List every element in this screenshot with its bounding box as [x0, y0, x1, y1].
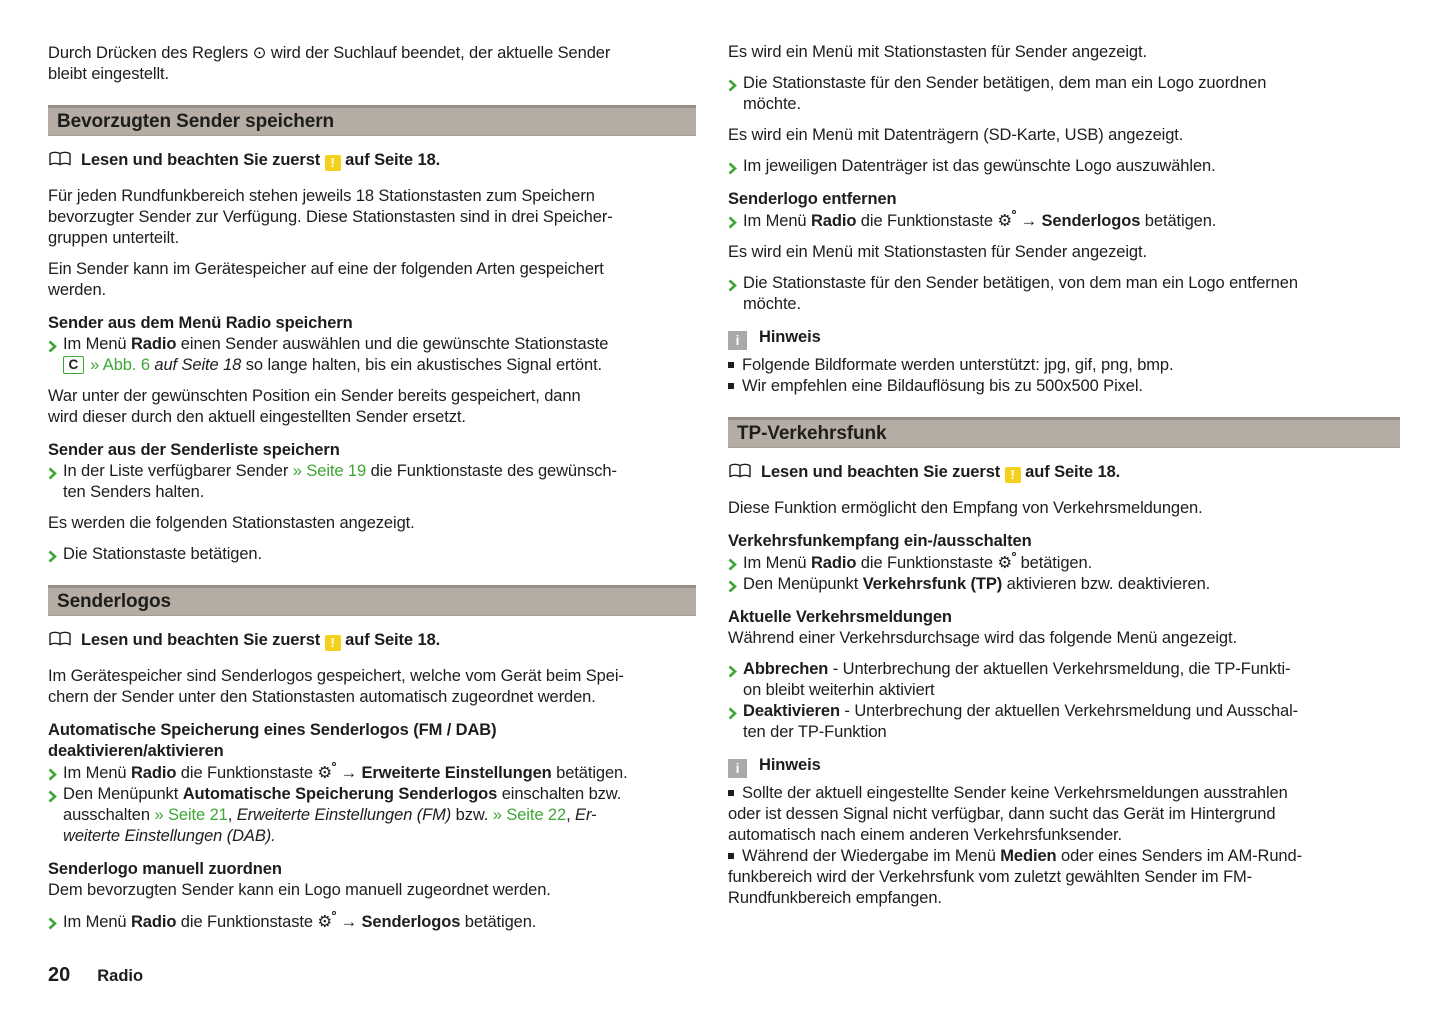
- page-number: 20: [48, 964, 71, 986]
- paragraph: [48, 666, 696, 708]
- text-run: Medien: [1000, 847, 1057, 865]
- text-run: auf Seite 18: [154, 356, 242, 374]
- cross-reference-link[interactable]: » Seite 21: [154, 806, 228, 824]
- step-text: [63, 462, 617, 501]
- instruction-step: [728, 552, 1400, 574]
- text-run: Lesen und beachten Sie zuerst: [81, 151, 325, 169]
- text-run: die Funktionstaste: [176, 764, 318, 782]
- note-heading: [728, 327, 1400, 350]
- warning-icon: !: [325, 631, 341, 649]
- paragraph: [728, 628, 1400, 649]
- text-run: die Funktionstaste: [856, 212, 998, 230]
- right-column: [728, 42, 1400, 933]
- text-run: ten der TP-Funktion: [743, 723, 887, 741]
- gear-icon: ⚙: [317, 764, 336, 782]
- text-run: Aktuelle Verkehrsmeldungen: [728, 608, 952, 626]
- text-run: Abbrechen: [743, 660, 829, 678]
- step-chevron-icon: [48, 766, 57, 779]
- step-text: [63, 913, 536, 931]
- paragraph: [728, 42, 1400, 63]
- text-run: Senderlogos: [1041, 212, 1141, 230]
- note-bullet: [728, 376, 1400, 397]
- text-run: bleibt eingestellt.: [48, 65, 170, 83]
- read-first-note: [728, 462, 1400, 483]
- text-run: bevorzugter Sender zur Verfügung. Diese Stationstasten sind in drei Speicher-: [48, 208, 613, 226]
- step-text: [743, 554, 1092, 572]
- text-run: einschalten bzw.: [497, 785, 622, 803]
- read-first-note: [48, 150, 696, 171]
- cross-reference-link[interactable]: » Abb. 6: [90, 356, 150, 374]
- text-run: Rundfunkbereich empfangen.: [728, 889, 942, 907]
- gear-icon: ⚙: [997, 212, 1016, 230]
- step-text: [743, 575, 1210, 593]
- subsection-title: [48, 720, 696, 762]
- step-chevron-icon: [728, 578, 737, 591]
- text-run: Folgende Bildformate werden unterstützt: jpg, gif, png, bmp.: [742, 356, 1174, 374]
- text-run: Automatische Speicherung eines Senderlogos (FM / DAB): [48, 721, 497, 739]
- step-chevron-icon: [48, 548, 57, 561]
- bullet-square-icon: [728, 383, 734, 389]
- text-run: gruppen unterteilt.: [48, 229, 180, 247]
- note-bullet: [728, 846, 1400, 909]
- instruction-step: [48, 911, 696, 933]
- text-run: chern der Sender unter den Stationstasten automatisch zugeordnet werden.: [48, 688, 596, 706]
- text-run: Sender aus dem Menü Radio speichern: [48, 314, 353, 332]
- text-run: Den Menüpunkt: [743, 575, 863, 593]
- text-run: Es wird ein Menü mit Datenträgern (SD-Karte, USB) angezeigt.: [728, 126, 1184, 144]
- instruction-step: [728, 574, 1400, 595]
- book-icon: [48, 151, 81, 169]
- text-run: Radio: [130, 764, 177, 782]
- text-run: möchte.: [743, 295, 801, 313]
- step-text: [63, 785, 621, 845]
- left-column: [48, 42, 696, 933]
- instruction-step: [48, 544, 696, 565]
- paragraph: [48, 42, 696, 85]
- two-column-layout: [48, 42, 1400, 933]
- step-chevron-icon: [728, 214, 737, 227]
- text-run: Im Menü: [743, 554, 811, 572]
- text-run: In der Liste verfügbarer Sender: [63, 462, 293, 480]
- instruction-step: [48, 334, 696, 376]
- paragraph: [48, 880, 696, 901]
- step-text: [743, 660, 1290, 699]
- step-chevron-icon: [48, 465, 57, 478]
- text-run: →: [1016, 212, 1042, 230]
- text-run: Radio: [130, 335, 177, 353]
- cross-reference-link[interactable]: » Seite 19: [292, 462, 367, 480]
- text-run: Diese Funktion ermöglicht den Empfang von Verkehrsmeldungen.: [728, 499, 1203, 517]
- text-run: Während einer Verkehrsdurchsage wird das folgende Menü angezeigt.: [728, 629, 1237, 647]
- subsection-title: [728, 531, 1400, 552]
- text-run: - Unterbrechung der aktuellen Verkehrsmeldung und Ausschal-: [839, 702, 1299, 720]
- subsection-title: [728, 607, 1400, 628]
- book-icon: [48, 631, 81, 649]
- instruction-step: [48, 461, 696, 503]
- text-run: Die Stationstaste betätigen.: [63, 545, 262, 563]
- section-header: [48, 105, 696, 136]
- note-heading: [728, 755, 1400, 778]
- step-chevron-icon: [728, 77, 737, 90]
- text-run: wird der Suchlauf beendet, der aktuelle Sender: [266, 44, 611, 62]
- text-run: Lesen und beachten Sie zuerst: [81, 631, 325, 649]
- text-run: War unter der gewünschten Position ein Sender bereits gespeichert, dann: [48, 387, 581, 405]
- text-run: Es wird ein Menü mit Stationstasten für Sender angezeigt.: [728, 243, 1147, 261]
- text-run: Radio: [810, 554, 857, 572]
- section-header-title: Senderlogos: [57, 591, 171, 612]
- text-run: Im Menü: [63, 913, 131, 931]
- bullet-square-icon: [728, 362, 734, 368]
- paragraph: [728, 242, 1400, 263]
- text-run: Sender aus der Senderliste speichern: [48, 441, 340, 459]
- subsection-title: [48, 859, 696, 880]
- note-heading-label: Hinweis: [759, 328, 821, 346]
- text-run: betätigen.: [1016, 554, 1093, 572]
- paragraph: [48, 386, 696, 428]
- subsection-title: [48, 440, 696, 461]
- text-run: wird dieser durch den aktuell eingestellten Sender ersetzt.: [48, 408, 466, 426]
- instruction-step: [728, 273, 1400, 315]
- instruction-step: [728, 210, 1400, 232]
- text-run: →: [336, 913, 362, 931]
- step-text: [63, 335, 608, 374]
- text-run: ten Senders halten.: [63, 483, 205, 501]
- section-header: [728, 417, 1400, 448]
- step-chevron-icon: [728, 277, 737, 290]
- text-run: Erweiterte Einstellungen (FM): [236, 806, 452, 824]
- text-run: Verkehrsfunk (TP): [862, 575, 1003, 593]
- text-run: Ein Sender kann im Gerätespeicher auf eine der folgenden Arten gespeichert: [48, 260, 604, 278]
- step-text: [63, 545, 262, 563]
- text-run: Im Menü: [63, 335, 131, 353]
- text-run: werden.: [48, 281, 107, 299]
- text-run: Senderlogo manuell zuordnen: [48, 860, 282, 878]
- text-run: Sollte der aktuell eingestellte Sender keine Verkehrsmeldungen ausstrahlen: [742, 784, 1288, 802]
- knob-icon: ⊙: [252, 43, 267, 62]
- text-run: die Funktionstaste: [856, 554, 998, 572]
- step-chevron-icon: [48, 788, 57, 801]
- text-run: die Funktionstaste des gewünsch-: [366, 462, 617, 480]
- step-text: [743, 157, 1216, 175]
- text-run: Im jeweiligen Datenträger ist das gewünschte Logo auszuwählen.: [743, 157, 1216, 175]
- text-run: Im Menü: [743, 212, 811, 230]
- text-run: funkbereich wird der Verkehrsfunk vom zuletzt gewählten Sender im FM-: [728, 868, 1253, 886]
- page-footer: [48, 964, 143, 987]
- step-chevron-icon: [48, 915, 57, 928]
- paragraph: [728, 125, 1400, 146]
- step-chevron-icon: [728, 705, 737, 718]
- text-run: Radio: [810, 212, 857, 230]
- step-text: [743, 274, 1298, 313]
- text-run: - Unterbrechung der aktuellen Verkehrsmeldung, die TP-Funkti-: [828, 660, 1291, 678]
- text-run: Senderlogo entfernen: [728, 190, 897, 208]
- text-run: Radio: [130, 913, 177, 931]
- instruction-step: [728, 659, 1400, 701]
- bullet-square-icon: [728, 853, 734, 859]
- text-run: oder eines Senders im AM-Rund-: [1056, 847, 1302, 865]
- subsection-title: [728, 189, 1400, 210]
- text-run: ,: [566, 806, 576, 824]
- step-text: [743, 702, 1298, 741]
- warning-icon: !: [325, 151, 341, 169]
- text-run: Lesen und beachten Sie zuerst: [761, 463, 1005, 481]
- text-run: deaktivieren/aktivieren: [48, 742, 224, 760]
- step-chevron-icon: [728, 160, 737, 173]
- text-run: betätigen.: [1140, 212, 1217, 230]
- note-heading-label: Hinweis: [759, 756, 821, 774]
- gear-icon: ⚙: [317, 913, 336, 931]
- step-chevron-icon: [728, 556, 737, 569]
- text-run: auf Seite 18.: [1020, 463, 1121, 481]
- text-run: Im Menü: [63, 764, 131, 782]
- text-run: Die Stationstaste für den Sender betätigen, von dem man ein Logo entfernen: [743, 274, 1298, 292]
- read-first-note: [48, 630, 696, 651]
- text-run: Es werden die folgenden Stationstasten angezeigt.: [48, 514, 415, 532]
- subsection-title: [48, 313, 696, 334]
- step-chevron-icon: [728, 663, 737, 676]
- text-run: Im Gerätespeicher sind Senderlogos gespeichert, welche vom Gerät beim Spei-: [48, 667, 624, 685]
- text-run: Senderlogos: [361, 913, 461, 931]
- note-bullet: [728, 355, 1400, 376]
- step-text: [63, 764, 628, 782]
- warning-icon: !: [1005, 463, 1021, 481]
- text-run: Dem bevorzugten Sender kann ein Logo manuell zugeordnet werden.: [48, 881, 551, 899]
- section-header-title: Bevorzugten Sender speichern: [57, 111, 334, 132]
- text-run: möchte.: [743, 95, 801, 113]
- step-text: [743, 74, 1266, 113]
- paragraph: [48, 513, 696, 534]
- text-run: automatisch nach einem anderen Verkehrsfunksender.: [728, 826, 1122, 844]
- text-run: Erweiterte Einstellungen: [361, 764, 552, 782]
- section-header-title: TP-Verkehrsfunk: [737, 423, 887, 444]
- text-run: aktivieren bzw. deaktivieren.: [1002, 575, 1211, 593]
- instruction-step: [728, 156, 1400, 177]
- text-run: Für jeden Rundfunkbereich stehen jeweils 18 Stationstasten zum Speichern: [48, 187, 595, 205]
- text-run: Automatische Speicherung Senderlogos: [182, 785, 498, 803]
- gear-icon: ⚙: [997, 554, 1016, 572]
- text-run: die Funktionstaste: [176, 913, 318, 931]
- text-run: einen Sender auswählen und die gewünschte Stationstaste: [176, 335, 609, 353]
- note-bullet: [728, 783, 1400, 846]
- text-run: Verkehrsfunkempfang ein-/ausschalten: [728, 532, 1032, 550]
- text-run: Es wird ein Menü mit Stationstasten für Sender angezeigt.: [728, 43, 1147, 61]
- paragraph: [48, 186, 696, 249]
- info-icon: i: [728, 756, 759, 774]
- text-run: oder ist dessen Signal nicht verfügbar, dann sucht das Gerät im Hintergrund: [728, 805, 1276, 823]
- footer-section-label: Radio: [97, 967, 144, 985]
- text-run: betätigen.: [460, 913, 537, 931]
- info-icon: i: [728, 328, 759, 346]
- text-run: bzw.: [451, 806, 493, 824]
- text-run: Durch Drücken des Reglers: [48, 44, 253, 62]
- text-run: Er-: [575, 806, 597, 824]
- function-key-c: C: [63, 356, 84, 374]
- paragraph: [728, 498, 1400, 519]
- instruction-step: [48, 762, 696, 784]
- cross-reference-link[interactable]: » Seite 22: [492, 806, 567, 824]
- text-run: ausschalten: [63, 806, 155, 824]
- text-run: Die Stationstaste für den Sender betätigen, dem man ein Logo zuordnen: [743, 74, 1267, 92]
- instruction-step: [728, 701, 1400, 743]
- step-text: [743, 212, 1216, 230]
- text-run: weiterte Einstellungen (DAB).: [63, 827, 276, 845]
- text-run: auf Seite 18.: [340, 151, 441, 169]
- text-run: Deaktivieren: [743, 702, 840, 720]
- text-run: auf Seite 18.: [340, 631, 441, 649]
- text-run: →: [336, 764, 362, 782]
- text-run: Während der Wiedergabe im Menü: [742, 847, 1001, 865]
- bullet-square-icon: [728, 790, 734, 796]
- instruction-step: [48, 784, 696, 847]
- step-chevron-icon: [48, 338, 57, 351]
- text-run: Den Menüpunkt: [63, 785, 183, 803]
- section-header: [48, 585, 696, 616]
- text-run: Wir empfehlen eine Bildauflösung bis zu 500x500 Pixel.: [742, 377, 1143, 395]
- paragraph: [48, 259, 696, 301]
- book-icon: [728, 463, 761, 481]
- text-run: on bleibt weiterhin aktiviert: [743, 681, 935, 699]
- text-run: betätigen.: [551, 764, 628, 782]
- instruction-step: [728, 73, 1400, 115]
- text-run: so lange halten, bis ein akustisches Signal ertönt.: [241, 356, 603, 374]
- text-run: ,: [227, 806, 237, 824]
